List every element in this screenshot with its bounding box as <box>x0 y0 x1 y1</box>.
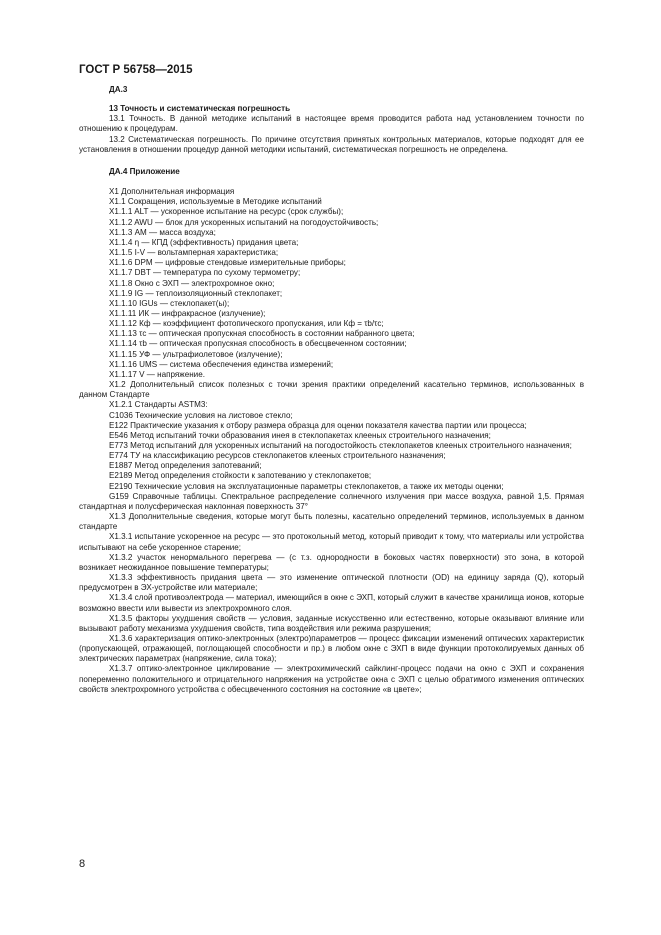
abbreviation-item: X1.1.4 η — КПД (эффективность) придания цвета; <box>109 237 299 247</box>
abbreviation-item: X1.1.2 AWU — блок для ускоренных испытаний на погодоустойчивость; <box>109 217 379 227</box>
x1-1-heading: X1.1 Сокращения, используемые в Методике испытаний <box>109 197 322 207</box>
abbreviation-item: X1.1.3 АМ — масса воздуха; <box>109 227 216 237</box>
abbreviation-item: X1.1.9 IG — теплоизоляционный стеклопакет; <box>109 288 283 298</box>
abbreviation-item: X1.1.12 Кф — коэффициент фотопического пропускания, или Кф = τb/τc; <box>109 319 384 329</box>
paragraph-13-1: 13.1 Точность. В данной методике испытаний в настоящее время проводится работа над установлением точности по отношению к процедурам. <box>79 114 584 134</box>
astm-standard-item: E2190 Технические условия на эксплуатационные параметры стеклопакетов, а также их методы оценки; <box>109 481 504 491</box>
definition-item: X1.3.4 слой противоэлектрода — материал, имеющийся в окне с ЭХП, который служит в качестве хранилища ионов, которые возможно ввести или вывести из электрохромного слоя. <box>79 593 584 613</box>
definition-item: X1.3.1 испытание ускоренное на ресурс — это протокольный метод, который приводит к тому, что материалы или устройства испытывают на себе ускоренное старение; <box>79 532 584 552</box>
astm-standard-item: G159 Справочные таблицы. Спектральное распределение солнечного излучения при массе воздуха, равной 1,5. Прямая стандартная и полусферическая наклонная поверхность 37° <box>79 491 584 511</box>
abbreviation-item: X1.1.8 Окно с ЭХП — электрохромное окно; <box>109 278 275 288</box>
definition-item: X1.3.3 эффективность придания цвета — это изменение оптической плотности (OD) на единицу заряда (Q), который предусмотрен в ЭХ-устройстве или материале; <box>79 573 584 593</box>
x1-2-paragraph: X1.2 Дополнительный список полезных с точки зрения практики определений касательно терминов, использованных в данном Стандарте <box>79 380 584 400</box>
astm-standard-item: C1036 Технические условия на листовое стекло; <box>109 410 293 420</box>
document-body <box>79 85 584 695</box>
abbreviation-item: X1.1.13 τc — оптическая пропускная способность в состоянии набранного цвета; <box>109 329 415 339</box>
astm-standard-item: E546 Метод испытаний точки образования инея в стеклопакетах клееных строительного назначения; <box>109 430 491 440</box>
definition-item: X1.3.6 характеризация оптико-электронных (электро)параметров — процесс фиксации изменений оптических характеристик (пропускающей, отражающей, поглощающей способности и пр.) в любом окне с ЭХП в виде функции протоколируемых данных об электрических параметрах (напряжение, сила тока); <box>79 633 584 664</box>
document-standard-id: ГОСТ Р 56758—2015 <box>79 64 193 76</box>
astm-standard-item: E1887 Метод определения запотеваний; <box>109 461 262 471</box>
astm-standard-item: E122 Практические указания к отбору размера образца для оценки показателя качества партии или процесса; <box>109 420 527 430</box>
abbreviation-item: X1.1.6 DPM — цифровые стендовые измерительные приборы; <box>109 258 346 268</box>
section-heading-da4: ДА.4 Приложение <box>109 166 180 176</box>
abbreviation-item: X1.1.15 УФ — ультрафиолетовое (излучение); <box>109 349 283 359</box>
abbreviation-item: X1.1.11 ИК — инфракрасное (излучение); <box>109 308 266 318</box>
section-heading-13: 13 Точность и систематическая погрешность <box>109 104 291 114</box>
abbreviation-item: X1.1.7 DBT — температура по сухому термометру; <box>109 268 301 278</box>
abbreviation-item: X1.1.17 V — напряжение. <box>109 369 205 379</box>
definition-item: X1.3.7 оптико-электронное циклирование — электрохимический сайклинг-процесс подачи на окно с ЭХП и сохранения попеременно положительного и отрицательного напряжения на устройстве окна с ЭХП с целью обратимого изменения оптических свойств электрохромного устройства с обесцвеченного состояния на состояние «в цвете»; <box>79 664 584 694</box>
abbreviation-item: X1.1.14 τb — оптическая пропускная способность в обесцвеченном состоянии; <box>109 339 407 349</box>
x1-3-paragraph: X1.3 Дополнительные сведения, которые могут быть полезны, касательно определений терминов, используемых в данном стандарте <box>79 512 584 532</box>
paragraph-13-2: 13.2 Систематическая погрешность. По причине отсутствия принятых контрольных материалов, которые подходят для ее установления в отношении процедур данной методики испытаний, систематическая погрешность не определена. <box>79 134 584 154</box>
abbreviation-item: X1.1.5 I-V — вольтамперная характеристика; <box>109 248 279 258</box>
x1-title: X1 Дополнительная информация <box>109 187 235 197</box>
page-number: 8 <box>79 858 86 870</box>
abbreviation-item: X1.1.1 ALT — ускоренное испытание на ресурс (срок службы); <box>109 207 344 217</box>
abbreviation-item: X1.1.16 UMS — система обеспечения единства измерений; <box>109 359 334 369</box>
definition-item: X1.3.2 участок ненормального перегрева — (с т.з. однородности в боковых частях поверхности) это зона, в которой возникает неожиданное повышение температуры; <box>79 552 584 572</box>
definition-item: X1.3.5 факторы ухудшения свойств — условия, заданные искусственно или естественно, которые оказывают влияние или вызывают работу механизма ухудшения свойств, типа воздействия или режима разрушения; <box>79 613 584 633</box>
astm-standard-item: E2189 Метод определения стойкости к запотеванию у стеклопакетов; <box>109 471 372 481</box>
astm-standard-item: E774 ТУ на классификацию ресурсов стеклопакетов клееных строительного назначения; <box>109 451 446 461</box>
abbreviation-item: X1.1.10 IGUs — стеклопакет(ы); <box>109 298 230 308</box>
x1-2-1-heading: X1.2.1 Стандарты ASTM3: <box>109 400 208 410</box>
section-heading-da3: ДА.3 <box>109 85 128 94</box>
astm-standard-item: E773 Метод испытаний для ускоренных испытаний на погодостойкость стеклопакетов клееных строительного назначения; <box>109 441 572 450</box>
